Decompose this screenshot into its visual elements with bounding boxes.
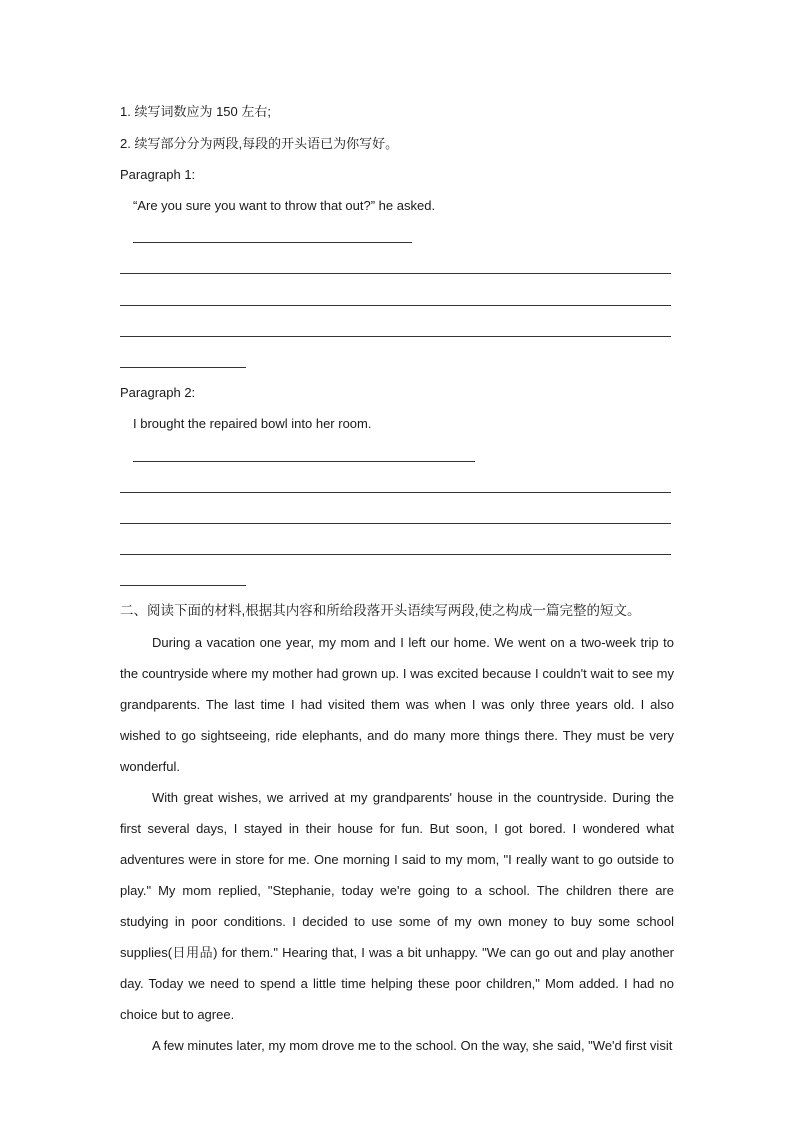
writing-line <box>120 305 671 306</box>
passage-paragraph: A few minutes later, my mom drove me to the school. On the way, she said, "We'd first visit <box>152 1038 673 1053</box>
writing-line <box>133 461 475 462</box>
writing-line <box>120 336 671 337</box>
writing-line <box>133 242 412 243</box>
paragraph-1-label: Paragraph 1: <box>120 167 196 182</box>
instruction-item-1: 1. 续写词数应为 150 左右; <box>120 104 271 119</box>
reading-passage <box>120 627 674 1061</box>
instruction-item-2: 2. 续写部分分为两段,每段的开头语已为你写好。 <box>120 136 399 151</box>
writing-line <box>120 585 246 586</box>
paragraph-1-opening: “Are you sure you want to throw that out?” he asked. <box>133 198 436 213</box>
passage-paragraph: With great wishes, we arrived at my grandparents' house in the countryside. During the first several days, I stayed in their house for fun. But soon, I got bored. I wondered what adventures were in store for me. One morning I said to my mom, "I really want to go outside to play." My mom replied, "Stephanie, today we're going to a school. The children there are studying in poor conditions. I decided to use some of my own money to buy some school supplies(日用品) for them." Hearing that, I was a bit unhappy. "We can go out and play another day. Today we need to spend a little time helping these poor children," Mom added. I had no choice but to agree. <box>120 790 674 1022</box>
writing-line <box>120 367 246 368</box>
paragraph-2-opening: I brought the repaired bowl into her room. <box>133 416 372 431</box>
writing-line <box>120 273 671 274</box>
writing-line <box>120 523 671 524</box>
passage-paragraph: During a vacation one year, my mom and I left our home. We went on a two-week trip to the countryside where my mother had grown up. I was excited because I couldn't wait to see my grandparents. The last time I had visited them was when I was only three years old. I also wished to go sightseeing, ride elephants, and do many more things there. They must be very wonderful. <box>120 635 674 774</box>
writing-line <box>120 492 671 493</box>
writing-line <box>120 554 671 555</box>
section-2-heading: 二、阅读下面的材料,根据其内容和所给段落开头语续写两段,使之构成一篇完整的短文。 <box>120 603 641 618</box>
paragraph-2-label: Paragraph 2: <box>120 385 196 400</box>
